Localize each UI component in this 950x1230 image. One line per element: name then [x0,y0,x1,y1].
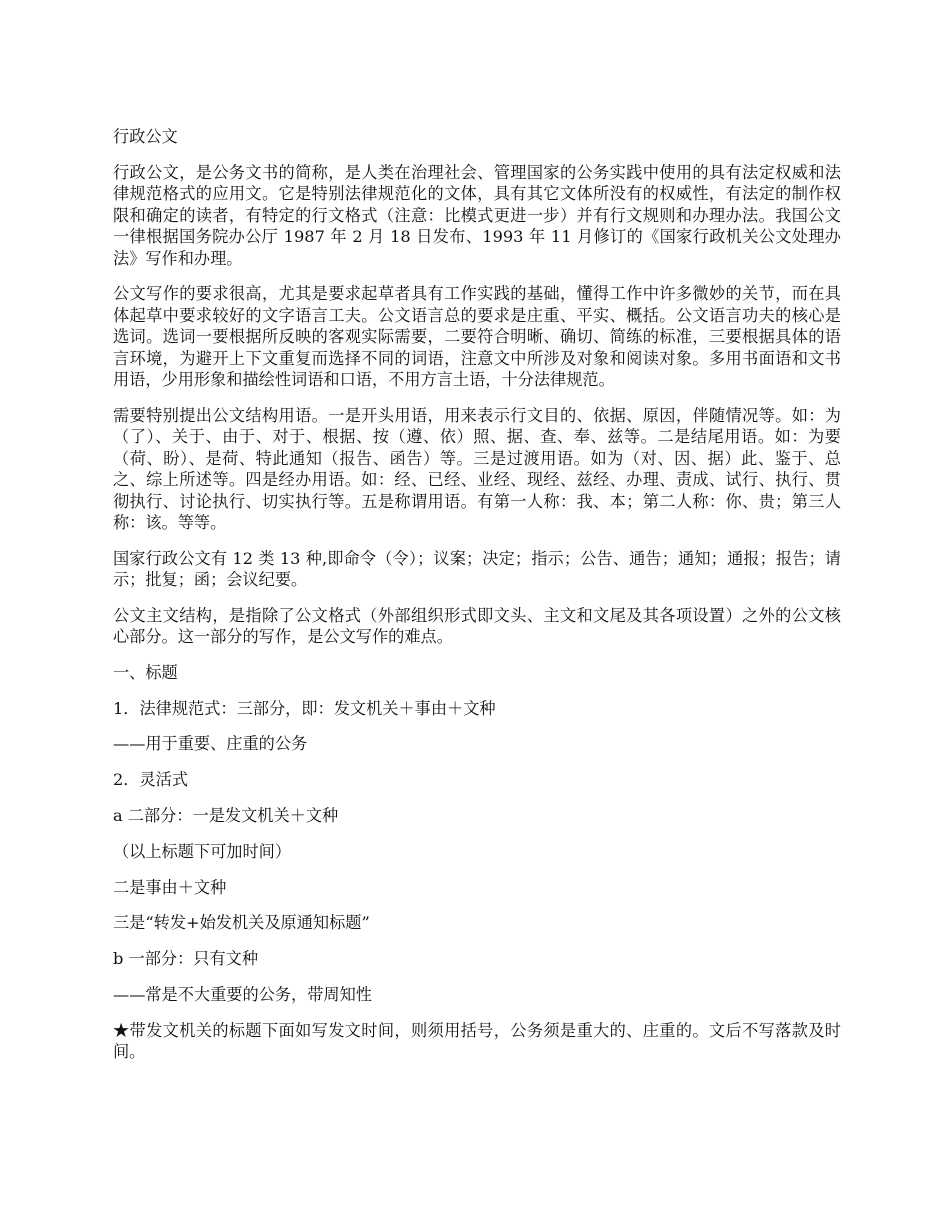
list-item-two-part: a 二部分：一是发文机关＋文种 [113,805,339,825]
list-item-legal-format: 1．法律规范式：三部分，即：发文机关＋事由＋文种 [113,698,496,718]
list-item-one-part-note: ——常是不大重要的公务，带周知性 [113,984,372,1004]
document-body [113,126,841,1077]
document-title: 行政公文 [113,127,178,146]
list-item-legal-format-note: ——用于重要、庄重的公务 [113,734,308,754]
list-item-flexible-format: 2．灵活式 [113,770,189,790]
list-item-time-note: （以上标题下可加时间） [113,841,292,861]
paragraph-star-note: ★带发文机关的标题下面如写发文时间，则须用括号，公务须是重大的、庄重的。文后不写落款及时间。 [113,1020,841,1062]
list-item-one-part: b 一部分：只有文种 [113,949,259,969]
list-item-two-part-second: 二是事由＋文种 [113,877,227,897]
section-heading-title: 一、标题 [113,662,178,682]
paragraph-main-structure: 公文主文结构，是指除了公文格式（外部组织形式即文头、主文和文尾及其各项设置）之外的公文核心部分。这一部分的写作，是公文写作的难点。 [113,605,841,647]
paragraph-writing-requirements: 公文写作的要求很高，尤其是要求起草者具有工作实践的基础，懂得工作中许多微妙的关节，而在具体起草中要求较好的文字语言工夫。公文语言总的要求是庄重、平实、概括。公文语言功夫的核心是选词。选词一要根据所反映的客观实际需要，二要符合明晰、确切、简练的标准，三要根据具体的语言环境，为避开上下文重复而选择不同的词语，注意文中所涉及对象和阅读对象。多用书面语和文书用语，少用形象和描绘性词语和口语，不用方言土语，十分法律规范。 [113,284,841,390]
paragraph-definition: 行政公文，是公务文书的简称，是人类在治理社会、管理国家的公务实践中使用的具有法定权威和法律规范格式的应用文。它是特别法律规范化的文体，具有其它文体所没有的权威性，有法定的制作权限和确定的读者，有特定的行文格式（注意：比模式更进一步）并有行文规则和办理办法。我国公文一律根据国务院办公厅 1987 年 2 月 18 日发布、1993 年 11 月修订的《国家行政机关公文处理办法》写作和办理。 [113,162,841,268]
paragraph-document-types: 国家行政公文有 12 类 13 种,即命令（令）；议案；决定；指示；公告、通告；通知；通报；报告；请示；批复；函；会议纪要。 [113,548,841,590]
paragraph-structure-terms: 需要特别提出公文结构用语。一是开头用语，用来表示行文目的、依据、原因，伴随情况等。如：为（了）、关于、由于、对于、根据、按（遵、依）照、据、查、奉、兹等。二是结尾用语。如：为要（荷、盼）、是荷、特此通知（报告、函告）等。三是过渡用语。如为（对、因、据）此、鉴于、总之、综上所述等。四是经办用语。如：经、已经、业经、现经、兹经、办理、责成、试行、执行、贯彻执行、讨论执行、切实执行等。五是称谓用语。有第一人称：我、本；第二人称：你、贵；第三人称：该。等等。 [113,405,841,533]
list-item-two-part-third: 三是“转发+始发机关及原通知标题” [113,913,370,933]
